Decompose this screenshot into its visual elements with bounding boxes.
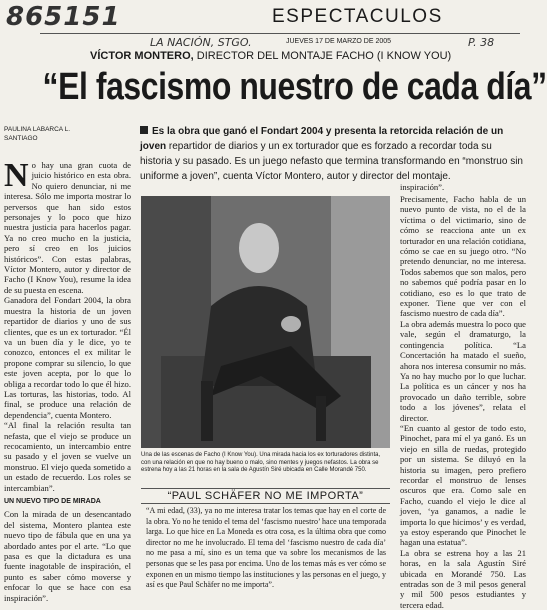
paragraph: o hay una gran cuota de juicio histórico en esta obra. No quiero denunciar, ni me interesa. Sólo me importa mostrar lo perversos que han sido estos personajes y lo poco que hizo nuestra justicia para hacerlos pagar. Ya no creo mucho en la justicia, pero sí creo en los juicios históricos”. Con estas palabras, Víctor Montero, autor y director de Facho (I Know You), resume la idea de su puesta en escena. bbox=[4, 160, 131, 295]
paragraph: “Al final la relación resulta tan nefasta, que el viejo se produce un recocamiento, un intercambio entre su pasado y el joven se vuelve un monstruo. El viejo queda sometido a un estado de recuerdo. Los roles se intercambian”. bbox=[4, 420, 131, 493]
lede-rest: repartidor de diarios y un ex torturador que es forzado a recordar toda su historia y su pasado. Es un juego nefasto que termina transformando en “monstruo sin uniforme a joven”, cuenta Víctor Montero, autor y director del montaje. bbox=[140, 141, 523, 182]
byline-city: SANTIAGO bbox=[4, 135, 38, 142]
kicker bbox=[90, 50, 451, 62]
byline bbox=[4, 125, 70, 143]
lede bbox=[140, 124, 526, 184]
article-photo bbox=[141, 196, 390, 448]
handwritten-source: LA NACIÓN, STGO. bbox=[150, 36, 252, 49]
subheading: UN NUEVO TIPO DE MIRADA bbox=[4, 498, 101, 505]
paragraph: Precisamente, Facho habla de un nuevo punto de vista, no el de la víctima o del victimario, sino de cómo se reacciona ante un ex torturador en una relación cotidiana, cómo se cae en su juego otro. “No pretendo denunciar, no me interesa. Todos sabemos que son malos, pero no sabemos qué podría pasar en lo cotidiano, eso es lo que trato de exponer. Tiene que ver con el fascismo nuestro de cada día”. bbox=[400, 194, 526, 319]
issue-date: JUEVES 17 DE MARZO DE 2005 bbox=[286, 38, 392, 45]
paragraph: La obra se estrena hoy a las 21 horas, en la sala Agustín Siré ubicada en Morandé 750. Las entradas son de 3 mil pesos general y mil 500 pesos estudiantes y tercera edad. bbox=[400, 547, 526, 610]
handwritten-page: P. 38 bbox=[468, 36, 495, 49]
drop-cap: N bbox=[4, 157, 29, 194]
article-column-left bbox=[4, 157, 131, 603]
lede-bold: Es la obra que ganó el Fondart 2004 y presenta la retorcida relación de un joven bbox=[140, 126, 504, 152]
handwritten-archive-number: 865151 bbox=[6, 2, 121, 32]
photo-image bbox=[141, 196, 390, 448]
paragraph: Con la mirada de un desencantado del sistema, Montero plantea este nuevo tipo de fábula que en una ya abordado antes por el arte. “Lo que pasa es que la dictadura es una fuente inagotable de inspiración, el punto es saber cómo moverse y enfocar lo que se hace con esa inspiración”. bbox=[4, 509, 131, 603]
sidebar-box-title: “PAUL SCHÄFER NO ME IMPORTA” bbox=[141, 488, 390, 504]
byline-author: PAULINA LABARCA L. bbox=[4, 126, 70, 133]
kicker-name: VÍCTOR MONTERO, bbox=[90, 50, 194, 62]
header-rule bbox=[40, 33, 520, 34]
kicker-role: DIRECTOR DEL MONTAJE FACHO (I KNOW YOU) bbox=[196, 50, 452, 62]
paragraph: “En cuanto al gestor de todo esto, Pinochet, para mí el ya ganó. Es un viejo en silla de ruedas, protegido por un sistema. Se diluyó en la historia su imagen, pero prefiero recordar el monstruo de lenses oscuros que era. Como sale en Facho, cuando el viejo le dice al joven, ‘ya ganamos, a nadie le importa lo que hicimos’ y es verdad, ya estoy esperando que Pinochet le hagan una estatua”. bbox=[400, 422, 526, 548]
column-continuation bbox=[400, 182, 526, 194]
section-title: ESPECTACULOS bbox=[272, 6, 443, 27]
article-column-right bbox=[400, 194, 526, 610]
paragraph: Ganadora del Fondart 2004, la obra muestra la historia de un joven repartidor de diarios y uno de sus clientes, que es un ex torturador. “Él va un buen día y le dice, yo te conozco, entonces el ex militar le propone comprar su silencio, lo que este joven acepta, por lo que lo obliga a recordar todo lo que él hizo. Las torturas, las historias, todo. Al final, se produce una relación de dependencia”, cuenta Montero. bbox=[4, 295, 131, 420]
paragraph: La obra además muestra lo poco que vale, según el dramaturgo, la contingencia política. “La Concertación ha matado el sueño, ahora nos interesa consumir no más. Ya no hay mucho por lo que luchar. La política es un cáncer y nos ha provocado un daño terrible, sobre todo a los jóvenes”, relata el director. bbox=[400, 318, 526, 423]
sidebar-box-text: “A mi edad, (33), ya no me interesa tratar los temas que hay en el corte de la obra. Yo no he tenido el tema del ‘fascismo nuestro’ hace una temporada larga. Lo que hice en La Moneda es otra cosa, es la última obra que como director no me he involucrado. El tema del ‘fascismo nuestro de cada día’ no me pasa a mí, sino es un tema que va sobre los mecanismos de las personas que se les pasa por encima. Uno de los temas más es ver cómo se exponen en un mismo tiempo las instituciones y las personas en el juego, y así es que Paul Schäfer no me importa”. bbox=[146, 506, 386, 590]
paragraph: inspiración”. bbox=[400, 182, 445, 192]
photo-caption: Una de las escenas de Facho (I Know You). Una mirada hacia los ex torturadores distinta, con una relación en que no hay bueno o malo, sino mentes y juegos nefastos. La obra se estrena hoy a las 21 horas en la sala de Agustín Siré ubicada en Calle Morandé 750. bbox=[141, 452, 381, 474]
headline: “El fascismo nuestro de cada día” bbox=[42, 66, 547, 108]
lede-square-icon bbox=[140, 126, 148, 134]
